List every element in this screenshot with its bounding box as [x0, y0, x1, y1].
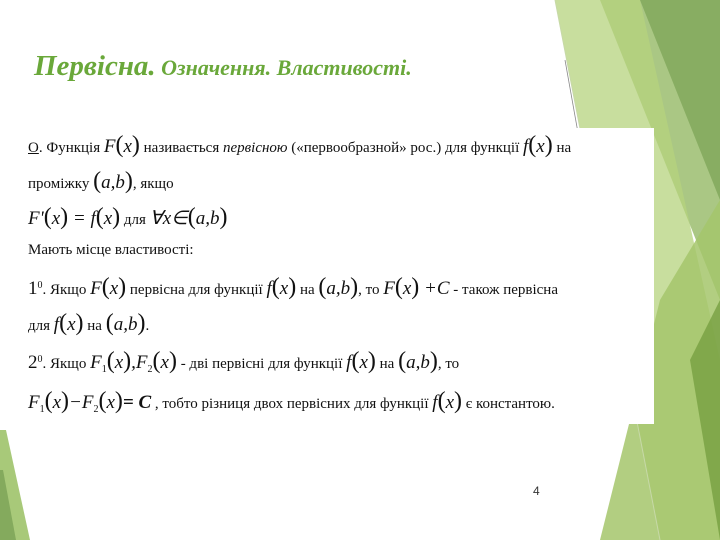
- properties-heading: [28, 242, 194, 259]
- text: на: [379, 356, 399, 372]
- text: для: [28, 318, 54, 334]
- number: 1: [28, 278, 38, 299]
- page-number: 4: [533, 484, 540, 498]
- math-F: F: [103, 136, 116, 157]
- math-x: x: [536, 136, 545, 157]
- text: на: [299, 282, 319, 298]
- text: («первообразной» рос.) для функції: [287, 140, 523, 156]
- text: називається: [143, 140, 223, 156]
- text: , якщо: [132, 176, 174, 192]
- text: . Якщо: [42, 356, 91, 372]
- text: проміжку: [28, 176, 94, 192]
- math-x: x: [103, 208, 113, 229]
- definition-line-2: проміжку (a,b), якщо: [28, 168, 174, 194]
- superscript: 0: [37, 354, 43, 365]
- text: , тобто різниця двох первісних для функції: [154, 396, 433, 412]
- math-ab: a,b: [113, 314, 138, 335]
- math-in: ∈: [171, 208, 188, 229]
- math-f: f: [266, 278, 272, 299]
- math-C: C: [436, 278, 450, 299]
- math-F: F: [90, 352, 102, 373]
- math-F: F: [28, 208, 40, 229]
- math-F: F: [81, 392, 94, 413]
- math-forall: ∀: [149, 208, 163, 229]
- text: первісна для функції: [129, 282, 267, 298]
- property-2-line-1: $2^0$. Якщо $F_1(x),F_2(x)$ - дві первісні для функції f(x) на (a,b), то: [28, 348, 460, 375]
- math-ab: a,b: [195, 208, 220, 229]
- title-main: Первісна.: [34, 50, 156, 82]
- property-1-line-1: $1^0$. Якщо F(x) первісна для функції f(x) на (a,b), то F(x) +C - також первісна: [28, 274, 558, 300]
- math-f: f: [90, 208, 96, 229]
- text: , то: [358, 282, 384, 298]
- math-comma: ,: [131, 352, 136, 373]
- math-plus: +: [419, 278, 437, 299]
- text: . Функція: [38, 140, 104, 156]
- subscript: 1: [39, 404, 45, 415]
- definition-image: [18, 128, 654, 424]
- text: .: [145, 318, 150, 334]
- definition-line-1: О. Функція F(x) називається первісною («первообразной» рос.) для функції f(x) на: [28, 132, 572, 158]
- subscript: 2: [93, 404, 99, 415]
- math-f: f: [346, 352, 352, 373]
- o-label: О: [28, 140, 39, 156]
- math-ab: a,b: [101, 172, 125, 193]
- title-rest: Означення. Властивості.: [155, 55, 412, 80]
- subscript: 1: [101, 364, 107, 375]
- math-f: f: [53, 314, 60, 335]
- property-2-line-2: $F_1(x)-F_2(x)= C$ , тобто різниця двох первісних для функції f(x) є константою.: [28, 388, 555, 415]
- text: на: [87, 318, 106, 334]
- math-F: F: [383, 278, 395, 299]
- math-prime: ': [39, 208, 44, 229]
- term-pervisna: первісною: [222, 140, 288, 156]
- math-F: F: [28, 392, 40, 413]
- superscript: 0: [37, 280, 43, 291]
- text: , то: [437, 356, 460, 372]
- math-ab: a,b: [406, 352, 430, 373]
- slide-title: [34, 50, 412, 83]
- math-f: f: [432, 392, 438, 413]
- math-f: f: [523, 136, 529, 157]
- math-F: F: [135, 352, 148, 373]
- subscript: 2: [147, 364, 153, 375]
- text: Мають місце властивості:: [28, 242, 194, 258]
- math-eq: =: [68, 208, 91, 229]
- text: - дві первісні для функції: [180, 356, 347, 372]
- definition-line-3: F'(x) = f(x) для ∀x∈(a,b): [28, 204, 228, 230]
- text: на: [556, 140, 572, 156]
- math-eq-C: = C: [122, 392, 152, 413]
- math-ab: a,b: [326, 278, 351, 299]
- math-minus: −: [69, 392, 82, 413]
- math-x: x: [123, 136, 132, 157]
- property-1-line-2: для f(x) на (a,b).: [28, 310, 150, 336]
- math-x: x: [162, 208, 172, 229]
- text: для: [123, 212, 150, 228]
- math-F: F: [90, 278, 102, 299]
- text: . Якщо: [42, 282, 91, 298]
- text: - також первісна: [453, 282, 558, 298]
- number: 2: [28, 352, 38, 373]
- math-x: x: [51, 208, 61, 229]
- text: є константою.: [465, 396, 555, 412]
